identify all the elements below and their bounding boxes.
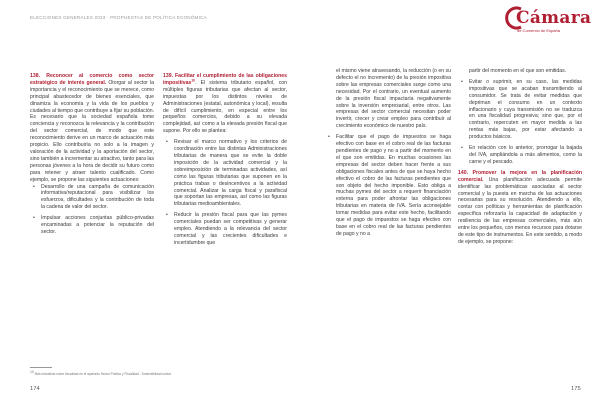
list-139-cont — [325, 134, 451, 238]
page-number-left: 174 — [30, 386, 40, 392]
list-item: • Evitar o suprimir, en su caso, las medidas impositivas que se acaban transmitiendo al consumidor. Se trata de evitar medidas que depriman el consumo en un contexto inflacionario y cuya transmisión no se traduzca en una fiscalidad progresiva; sino que, por el contrario, repercuten en mayor medida a las rentas más bajas, por estar afectando a productos básicos. — [469, 79, 582, 141]
list-139-end — [458, 79, 582, 166]
camara-logo — [505, 6, 592, 36]
paragraph-139: . El sistema tributario español, con múltiples figuras tributarias que afectan al sector, impuestas por los distintos niveles de Administraciones (estatal, autonómica y local), resulta de difícil cumplimiento, en especial entre los pequeños comercios, debido a su elevada complejidad, así como a la elevada presión fiscal que supone. Por ello se plantea: — [163, 79, 287, 135]
heading-140: 140. Promover la mejora en la planificación comercial. — [458, 169, 582, 183]
footnote-ref[interactable]: 10 — [191, 78, 196, 83]
footnote-text: Más iniciativas sobre fiscalidad en el apartado Sector Público y Fiscalidad - Sostenibilidad social. — [34, 372, 172, 377]
footnote — [30, 372, 171, 376]
logo-subtitle: de Comercio de España — [517, 28, 560, 33]
column-4 — [458, 68, 582, 246]
page-number-right: 175 — [571, 386, 581, 392]
heading-138: 138. Reconocer al comercio como sector estratégico de interés general. — [30, 73, 154, 86]
list-item: • Impulsar acciones conjuntas público-privadas encaminadas a potenciar la reputación del sector. — [41, 215, 154, 236]
list-139 — [163, 139, 287, 247]
logo-wordmark: Cámara — [516, 8, 592, 28]
paragraph-continued: partir del momento en el que son emitidas. — [469, 68, 567, 74]
list-item: • En relación con lo anterior, prorrogar la bajada del IVA, ampliándola a más alimentos, como la carne y el pescado. — [469, 145, 582, 166]
list-138 — [30, 184, 154, 236]
list-item: • Desarrollo de una campaña de comunicación informativa/reputacional para visibilizar los esfuerzos, dificultades y la contribución de toda la cadena de valor del sector. — [41, 184, 154, 212]
list-item: • Revisar el marco normativo y los criterios de coordinación entre las distintas Administraciones tributarias de manera que se evite la doble imposición de la actividad comercial y la sobreimposición de terminadas actividades, así como las figuras tributarias que suponen en la práctica trabas o desincentivos a la actividad comercial. Analizar la carga fiscal y parafiscal que soportan las empresas, así como las figuras tributarias medioambientales. — [174, 139, 287, 208]
paragraph-140: Una planificación adecuada permite identificar las problemáticas asociadas al sector comercial y la puesta en marcha de las actuaciones necesarias para su resolución. Atendiendo a ello, contar con políticas y herramientas de planificación específica reforzaría la capacidad de adaptación y resiliencia de las empresas comerciales, más aún entre los pequeños, con menos recursos para dotarse de este tipo de instrumentos. En este sentido, a modo de ejemplo, se propone: — [458, 176, 582, 245]
footnote-number: 10 — [30, 370, 34, 374]
document-header: ELECCIONES GENERALES 2023 · PROPUESTAS DE POLÍTICA ECONÓMICA — [30, 15, 207, 20]
footnote-divider — [30, 367, 52, 368]
paragraph-138: Otorgar al sector la importancia y el reconocimiento que se merece, como principal abastecedor de bienes esenciales, que dinamiza la economía y la vida de los pueblos y ciudades al tiempo que contribuye a fijar su población. Es necesario que la sociedad española tome conciencia y reconozca la relevancia y la contribución del sector comercial, de modo que este reconocimiento derive en un marco de actuación más propicio. Ello contribuiría no solo a la imagen y valoración de la actividad y la aportación del sector, sino también a incrementar su atractivo, tanto para las personas jóvenes a la hora de decidir su futuro como para retener y atraer talento cualificado. Como ejemplo, se propone las siguientes actuaciones: — [30, 79, 154, 183]
paragraph-continued: el mismo viene atravesando, la reducción (o en su defecto el no incremento) de la presión impositiva sobre las empresas comerciales surge como una necesidad. Por el contrario, un eventual aumento de la presión fiscal impactaría negativamente sobre la inversión empresarial, entre otros. Las empresas del sector comercial necesitan poder invertir, crecer y crear empleo para contribuir al crecimiento económico de nuestro país. — [336, 68, 451, 130]
list-item: • Reducir la presión fiscal para que las pymes comerciales puedan ser competitivas y generar empleo. Atendiendo a la relevancia del sector comercial y las crecientes dificultades e incertidumbre que — [174, 212, 287, 247]
column-1 — [30, 73, 154, 240]
heading-139: 139. Facilitar el cumplimiento de las obligaciones impositivas — [163, 73, 287, 86]
column-2 — [163, 73, 287, 251]
column-3 — [325, 68, 451, 242]
list-item: • Facilitar que el pago de impuestos se haga efectivo con base en el cobro real de las facturas pendientes de pago y no a partir del momento en el que son emitidas. En muchas ocasiones las empresas del sector deben hacer frente a sus obligaciones fiscales antes de que se haya hecho efectivo el cobro de las facturas pendientes que son objeto del hecho imponible. Esto obliga a muchas pymes del sector a requerir financiación externa para poder afrontar las obligaciones tributarias en materia de IVA. Sería aconsejable tomar medidas para evitar este hecho, facilitando que el pago de impuestos se haga efectivo con base en el cobro real de las facturas pendientes de pago y no a — [336, 134, 451, 238]
